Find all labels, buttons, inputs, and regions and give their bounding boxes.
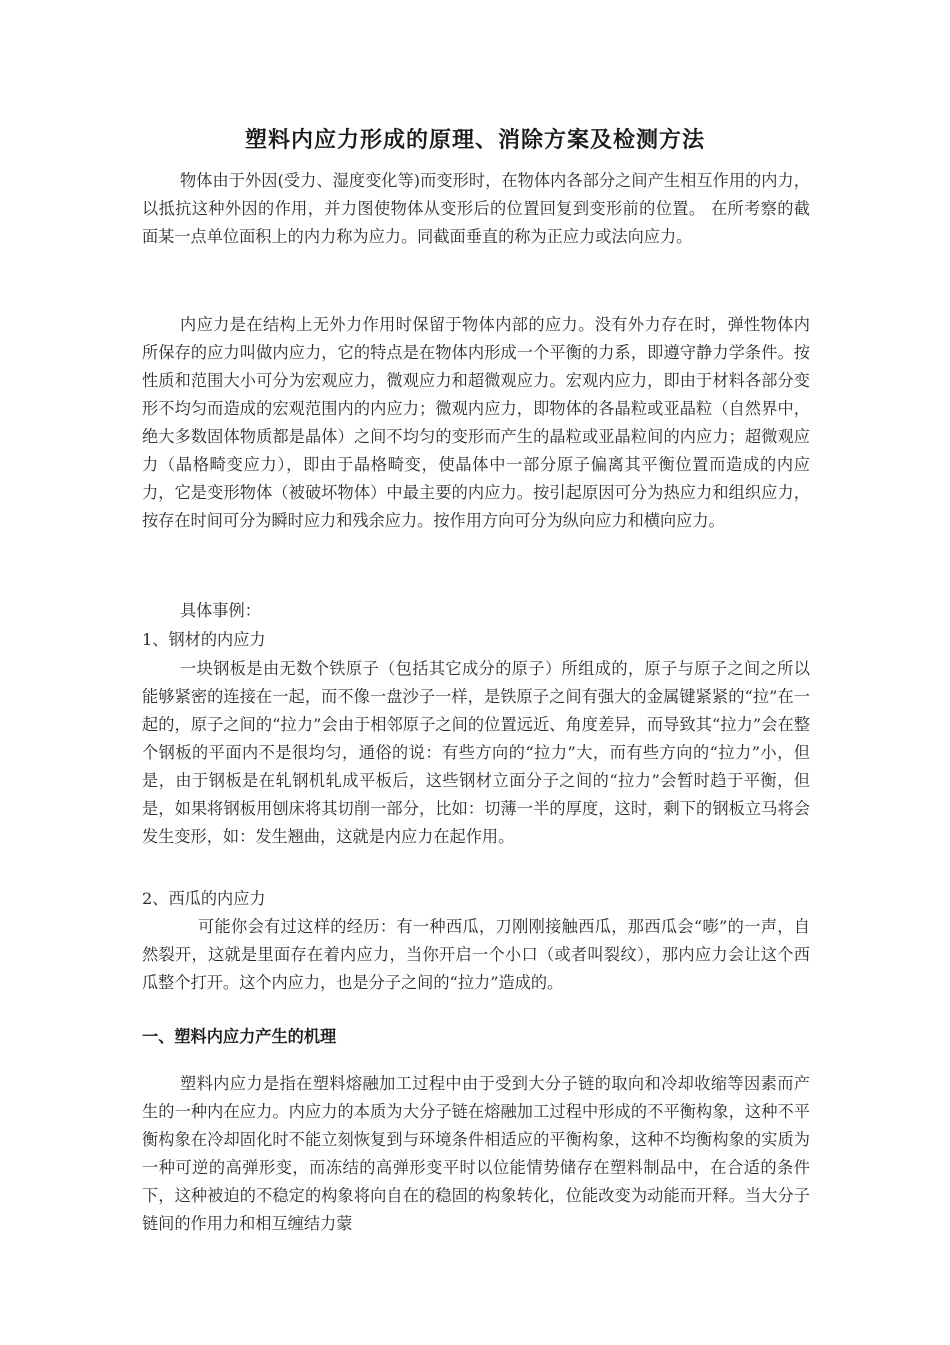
- paragraph-internal-stress: 内应力是在结构上无外力作用时保留于物体内部的应力。没有外力存在时，弹性物体内所保存的应力叫做内应力，它的特点是在物体内形成一个平衡的力系，即遵守静力学条件。按性质和范围大小可分为宏观应力，微观应力和超微观应力。宏观内应力，即由于材料各部分变形不均匀而造成的宏观范围内的内应力；微观内应力，即物体的各晶粒或亚晶粒（自然界中，绝大多数固体物质都是晶体）之间不均匀的变形而产生的晶粒或亚晶粒间的内应力；超微观应力（晶格畸变应力），即由于晶格畸变，使晶体中一部分原子偏离其平衡位置而造成的内应力，它是变形物体（被破坏物体）中最主要的内应力。按引起原因可分为热应力和组织应力，按存在时间可分为瞬时应力和残余应力。按作用方向可分为纵向应力和横向应力。: [142, 315, 810, 530]
- paragraph-stress-definition: 物体由于外因(受力、湿度变化等)而变形时，在物体内各部分之间产生相互作用的内力，以抵抗这种外因的作用，并力图使物体从变形后的位置回复到变形前的位置。 在所考察的截面某一点单位面积上的内力称为应力。同截面垂直的称为正应力或法向应力。: [142, 171, 810, 246]
- example-2-heading: 2、西瓜的内应力: [142, 889, 266, 908]
- section-1-heading: 一、塑料内应力产生的机理: [142, 1027, 337, 1046]
- document-title: 塑料内应力形成的原理、消除方案及检测方法: [244, 127, 705, 153]
- examples-label: 具体事例：: [180, 601, 261, 620]
- example-1-heading: 1、钢材的内应力: [142, 630, 266, 649]
- example-1-text: 一块钢板是由无数个铁原子（包括其它成分的原子）所组成的，原子与原子之间之所以能够紧密的连接在一起，而不像一盘沙子一样，是铁原子之间有强大的金属键紧紧的“拉”在一起的，原子之间的“拉力”会由于相邻原子之间的位置远近、角度差异，而导致其“拉力”会在整个钢板的平面内不是很均匀，通俗的说：有些方向的“拉力”大，而有些方向的“拉力”小，但是，由于钢板是在轧钢机轧成平板后，这些钢材立面分子之间的“拉力”会暂时趋于平衡，但是，如果将钢板用刨床将其切削一部分，比如：切薄一半的厚度，这时，剩下的钢板立马将会发生变形，如：发生翘曲，这就是内应力在起作用。: [142, 659, 810, 846]
- section-1-text: 塑料内应力是指在塑料熔融加工过程中由于受到大分子链的取向和冷却收缩等因素而产生的一种内在应力。内应力的本质为大分子链在熔融加工过程中形成的不平衡构象，这种不平衡构象在冷却固化时不能立刻恢复到与环境条件相适应的平衡构象，这种不均衡构象的实质为一种可逆的高弹形变，而冻结的高弹形变平时以位能情势储存在塑料制品中，在合适的条件下，这种被迫的不稳定的构象将向自在的稳固的构象转化，位能改变为动能而开释。当大分子链间的作用力和相互缠结力蒙: [142, 1074, 810, 1233]
- example-2-text: 可能你会有过这样的经历：有一种西瓜，刀刚刚接触西瓜，那西瓜会“嘭”的一声，自然裂开，这就是里面存在着内应力，当你开启一个小口（或者叫裂纹），那内应力会让这个西瓜整个打开。这个内应力，也是分子之间的“拉力”造成的。: [142, 917, 810, 992]
